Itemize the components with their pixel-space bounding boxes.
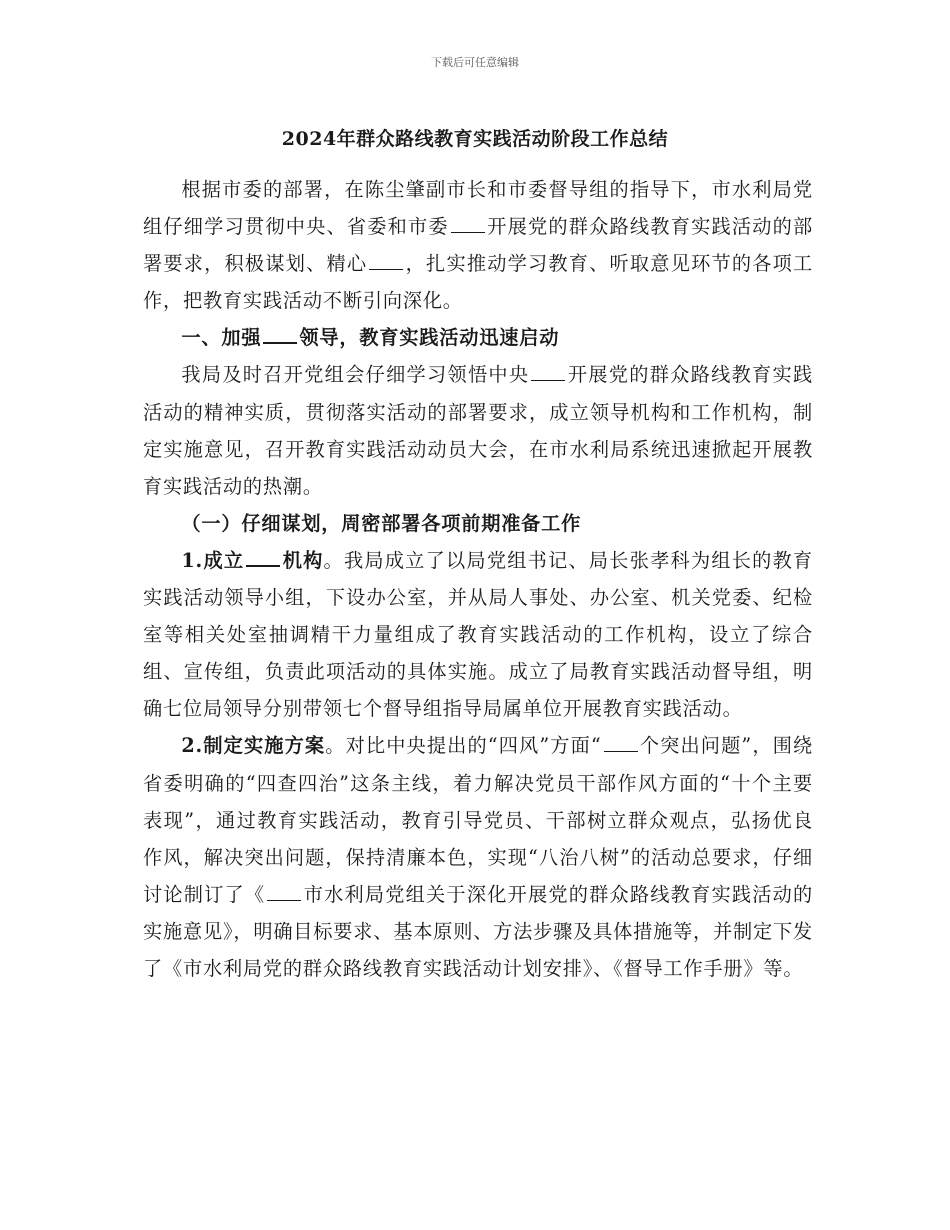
blank-underline [451, 216, 485, 233]
paragraph-intro [143, 171, 813, 319]
text-span: 市水利局党组关于深化开展党的群众路线教育实践活动的实施意见》，明确目标要求、基本原则、方法步骤及具体措施等，并制定下发了《市水利局党的群众路线教育实践活动计划安排》、《督导工作手册》等。 [143, 882, 813, 980]
item-lead: 2.制定实施方案 [181, 734, 326, 758]
document-body [143, 171, 813, 987]
paragraph-item-2 [143, 727, 813, 987]
section-heading-1 [143, 319, 813, 356]
text-span: 我局及时召开党组会仔细学习领悟中央 [181, 363, 530, 387]
document-title: 2024年群众路线教育实践活动阶段工作总结 [281, 128, 669, 150]
text-span: 开展党的群众路线教育实践活动的部署要求，积极谋划、精心 [143, 215, 813, 276]
blank-underline [246, 549, 280, 567]
text-span: 领导，教育实践活动迅速启动 [299, 326, 560, 350]
paragraph-section-1 [143, 356, 813, 504]
blank-underline [267, 884, 301, 901]
page-header-note: 下载后可任意编辑 [431, 56, 519, 69]
blank-underline [263, 326, 297, 344]
text-span: 。我局成立了以局党组书记、局长张孝科为组长的教育实践活动领导小组，下设办公室，并从局人事处、办公室、机关党委、纪检室等相关处室抽调精干力量组成了教育实践活动的工作机构，设立了综合组、宣传组，负责此项活动的具体实施。成立了局教育实践活动督导组，明确七位局领导分别带领七个督导组指导局属单位开展教育实践活动。 [143, 548, 813, 721]
text-span: 根据市委的部署，在陈尘肇副市长和市委督导组的指导下，市水利局党组仔细学习贯彻中央、省委和市委 [143, 178, 813, 239]
blank-underline [369, 253, 403, 270]
subsection-heading-1: （一）仔细谋划，周密部署各项前期准备工作 [181, 511, 582, 535]
item-lead: 1.成立 [181, 548, 245, 572]
paragraph-item-1 [143, 542, 813, 727]
text-span: 开展党的群众路线教育实践活动的精神实质，贯彻落实活动的部署要求，成立领导机构和工作机构，制定实施意见，召开教育实践活动动员大会，在市水利局系统迅速掀起开展教育实践活动的热潮。 [143, 363, 813, 498]
text-span: 一、加强 [181, 326, 262, 350]
blank-underline [531, 364, 565, 381]
text-span: 个突出问题”，围绕省委明确的“四查四治”这条主线，着力解决党员干部作风方面的“十个主要表现”，通过教育实践活动，教育引导党员、干部树立群众观点，弘扬优良作风，解决突出问题，保持清廉本色，实现“八治八树”的活动总要求，仔细讨论制订了《 [143, 734, 813, 906]
text-span: ，扎实推动学习教育、听取意见环节的各项工作，把教育实践活动不断引向深化。 [143, 252, 813, 313]
blank-underline [604, 735, 638, 752]
item-lead: 机构 [282, 548, 324, 572]
text-span: 。对比中央提出的“四风”方面“ [325, 734, 602, 758]
